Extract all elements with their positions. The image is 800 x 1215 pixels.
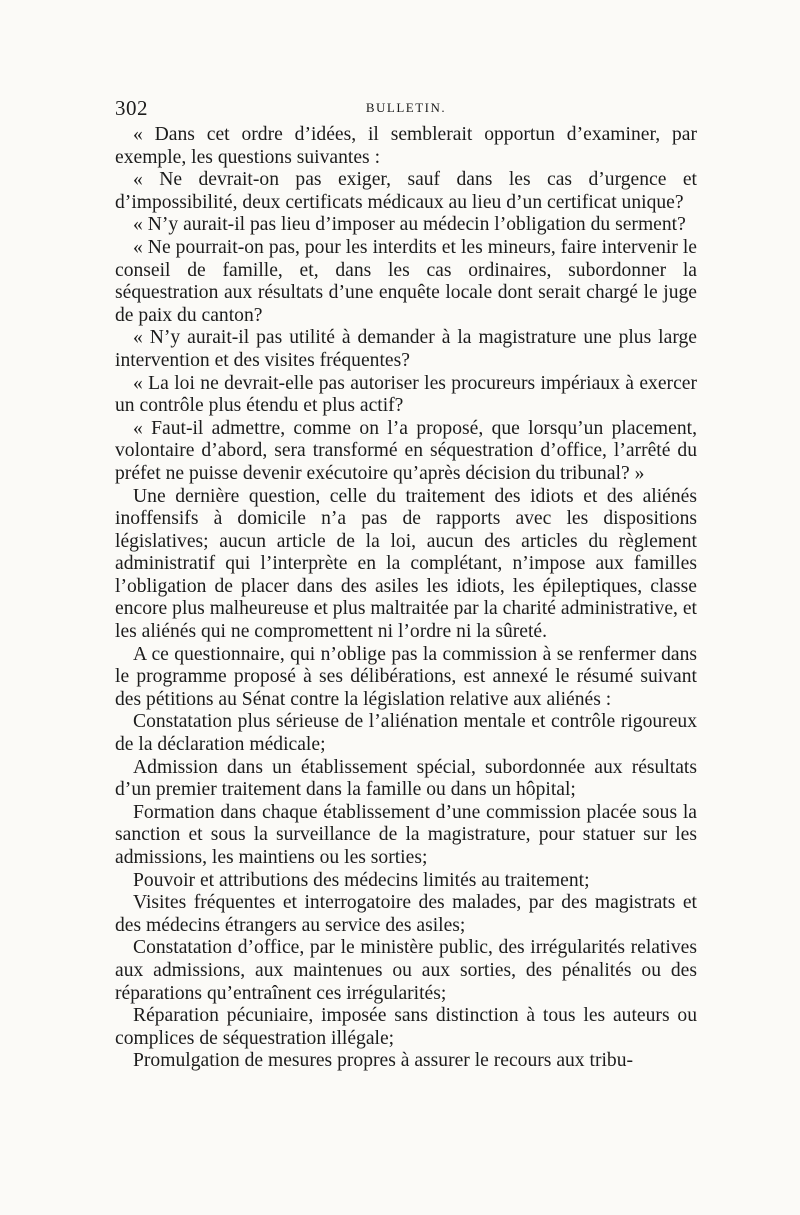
running-title: BULLETIN. (365, 100, 447, 115)
paragraph: « Ne pourrait-on pas, pour les interdits et les mineurs, faire intervenir le conseil de famille, et, dans les cas ordinaires, subordonner la séquestration aux résultats d’une enquête locale dont serait chargé le juge de paix du canton? (115, 236, 697, 326)
paragraph: « Ne devrait-on pas exiger, sauf dans les cas d’urgence et d’impossibilité, deux certificats médicaux au lieu d’un certificat unique? (115, 169, 697, 213)
paragraph: Visites fréquentes et interrogatoire des malades, par des magistrats et des médecins étrangers au service des asiles; (115, 892, 697, 936)
paragraph: « N’y aurait-il pas lieu d’imposer au médecin l’obligation du serment? (133, 214, 686, 236)
book-page (115, 94, 697, 1073)
paragraph: Constatation d’office, par le ministère public, des irrégularités relatives aux admissions, aux maintenues ou aux sorties, des pénalités ou des réparations qu’entraînent ces irrégularités; (115, 937, 697, 1004)
paragraph: Admission dans un établissement spécial, subordonnée aux résultats d’un premier traitement dans la famille ou dans un hôpital; (115, 756, 697, 801)
paragraph: Constatation plus sérieuse de l’aliénation mentale et contrôle rigoureux de la déclaration médicale; (115, 711, 697, 756)
paragraph: « N’y aurait-il pas utilité à demander à la magistrature une plus large intervention et des visites fréquentes? (115, 327, 697, 371)
page-number: 302 (115, 96, 148, 120)
paragraph: « Faut-il admettre, comme on l’a proposé, que lorsqu’un placement, volontaire d’abord, sera transformé en séquestration d’office, l’arrêté du préfet ne puisse devenir exécutoire qu’après décision du tribunal? » (115, 417, 697, 484)
paragraph: Pouvoir et attributions des médecins limités au traitement; (133, 869, 590, 891)
page-header (115, 94, 697, 122)
paragraph: « Dans cet ordre d’idées, il semblerait opportun d’examiner, par exemple, les questions suivantes : (115, 124, 697, 168)
paragraph: Réparation pécuniaire, imposée sans distinction à tous les auteurs ou complices de séquestration illégale; (115, 1005, 697, 1049)
paragraph: A ce questionnaire, qui n’oblige pas la commission à se renfermer dans le programme proposé à ses délibérations, est annexé le résumé suivant des pétitions au Sénat contre la législation relative aux aliénés : (115, 643, 697, 710)
paragraph: Une dernière question, celle du traitement des idiots et des aliénés inoffensifs à domicile n’a pas de rapports avec les dispositions législatives; aucun article de la loi, aucun des articles du règlement administratif qui l’interprète en la complétant, n’impose aux familles l’obligation de placer dans des asiles les idiots, les épileptiques, classe encore plus malheureuse et plus maltraitée par la charité administrative, et les aliénés qui ne compromettent ni l’ordre ni la sûreté. (115, 485, 697, 643)
paragraph: Promulgation de mesures propres à assurer le recours aux tribu- (133, 1050, 634, 1072)
body-text (115, 124, 697, 1073)
paragraph: Formation dans chaque établissement d’une commission placée sous la sanction et sous la surveillance de la magistrature, pour statuer sur les admissions, les maintiens ou les sorties; (115, 801, 697, 868)
paragraph: « La loi ne devrait-elle pas autoriser les procureurs impériaux à exercer un contrôle plus étendu et plus actif? (115, 372, 697, 417)
